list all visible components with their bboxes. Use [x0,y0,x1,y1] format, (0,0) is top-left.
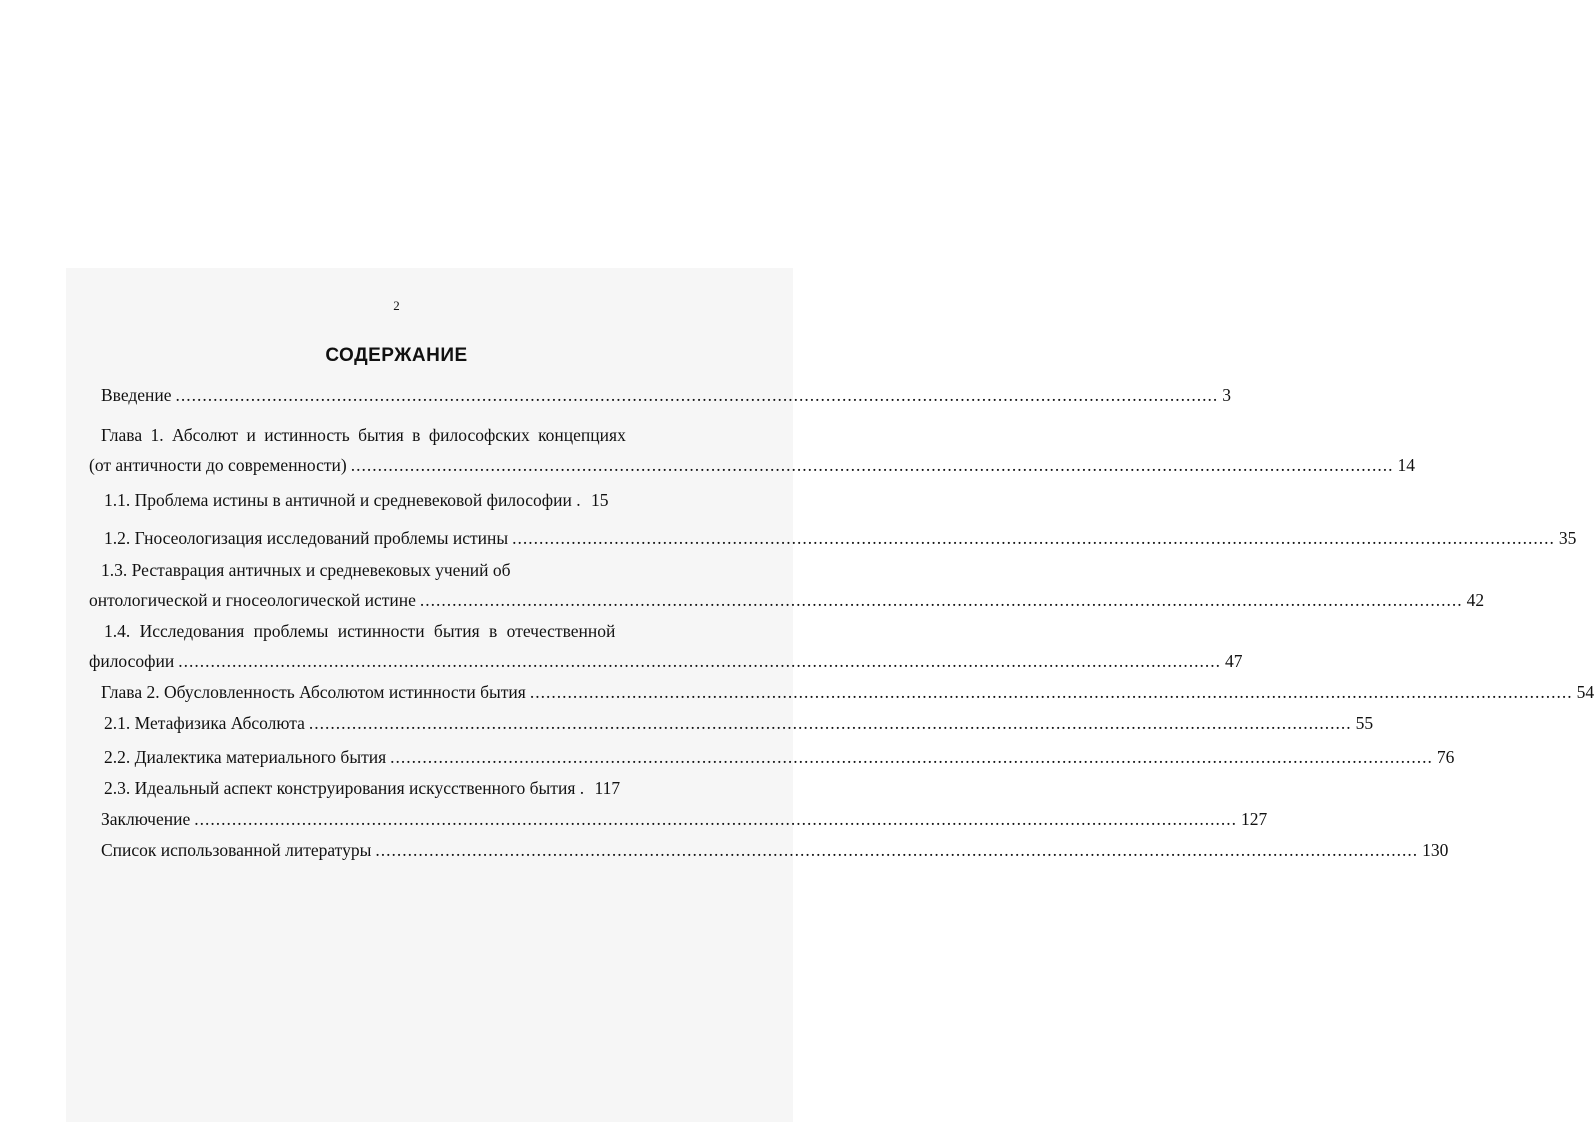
toc-title: СОДЕРЖАНИЕ [325,345,468,366]
toc-leader-dots: .................................................................................................................................................................................................. [512,528,1555,548]
toc-entry-conclusion [101,808,1268,830]
toc-entry-2-1 [104,712,1374,734]
toc-entry-chapter-1 [101,424,727,446]
toc-leader-dots: .................................................................................................................................................................................................. [175,385,1219,405]
toc-entry-1-4 [104,620,727,642]
chapter-1-title-part1: Глава 1. Абсолют и истинность бытия в философских концепциях [101,425,626,445]
toc-entry-page: 35 [1558,528,1577,548]
toc-entry-introduction [101,384,1232,406]
page-number: 2 [393,298,400,313]
toc-entry-page: 3 [1222,385,1232,405]
toc-entry-label-line1: 1.3. Реставрация античных и средневековых учений об [101,560,511,580]
toc-leader-dots: .................................................................................................................................................................................................. [194,809,1237,829]
toc-entry-1-3 [101,559,727,581]
toc-entry-label: Список использованной литературы [101,840,372,860]
toc-entry-label-line1: 1.4. Исследования проблемы истинности бытия в отечественной [104,621,616,641]
toc-entry-page: 54 [1576,682,1594,702]
toc-leader-dots: .................................................................................................................................................................................................. [529,682,1573,702]
toc-leader-dots: .................................................................................................................................................................................................. [390,747,1433,767]
toc-entry-1-4-cont [89,650,1243,672]
toc-entry-page: 127 [1241,809,1268,829]
toc-entry-chapter-2 [101,681,1594,703]
toc-entry-bibliography [101,839,1449,861]
toc-entry-label: Глава 2. Обусловленность Абсолютом истинности бытия [101,682,526,702]
toc-entry-label: Введение [101,385,172,405]
toc-entry-label: 1.2. Гносеологизация исследований проблемы истины [104,528,509,548]
toc-entry-label: 2.2. Диалектика материального бытия [104,747,387,767]
toc-entry-label: Заключение [101,809,191,829]
toc-entry-2-3 [104,777,730,799]
toc-entry-label: 2.3. Идеальный аспект конструирования искусственного бытия . [104,778,585,798]
toc-entry-label-line2: философии [89,651,175,671]
toc-entry-label-line2: онтологической и гносеологической истине [89,590,416,610]
toc-entry-1-2 [104,527,1577,549]
toc-entry-label: 1.1. Проблема истины в античной и средневековой философии . [104,490,581,510]
toc-leader-dots: .................................................................................................................................................................................................. [350,455,1394,475]
toc-entry-page: 14 [1397,455,1415,475]
toc-entry-page: 15 [591,490,609,510]
toc-entry-label: 2.1. Метафизика Абсолюта [104,713,305,733]
toc-entry-1-3-cont [89,589,1485,611]
toc-leader-dots: .................................................................................................................................................................................................. [308,713,1352,733]
toc-entry-page: 42 [1466,590,1485,610]
toc-leader-dots: .................................................................................................................................................................................................. [178,651,1221,671]
toc-entry-page: 47 [1224,651,1243,671]
toc-leader-dots: .................................................................................................................................................................................................. [419,590,1463,610]
toc-leader-dots: .................................................................................................................................................................................................. [375,840,1419,860]
chapter-1-title-part2: (от античности до современности) [89,455,347,475]
toc-entry-2-2 [104,746,1455,768]
toc-entry-1-1 [104,489,724,511]
toc-entry-page: 55 [1355,713,1374,733]
toc-entry-page: 117 [594,778,621,798]
toc-entry-page: 130 [1422,840,1449,860]
toc-entry-label-line1 [101,424,727,446]
toc-entry-chapter-1-cont [89,454,1415,476]
toc-entry-page: 76 [1436,747,1455,767]
